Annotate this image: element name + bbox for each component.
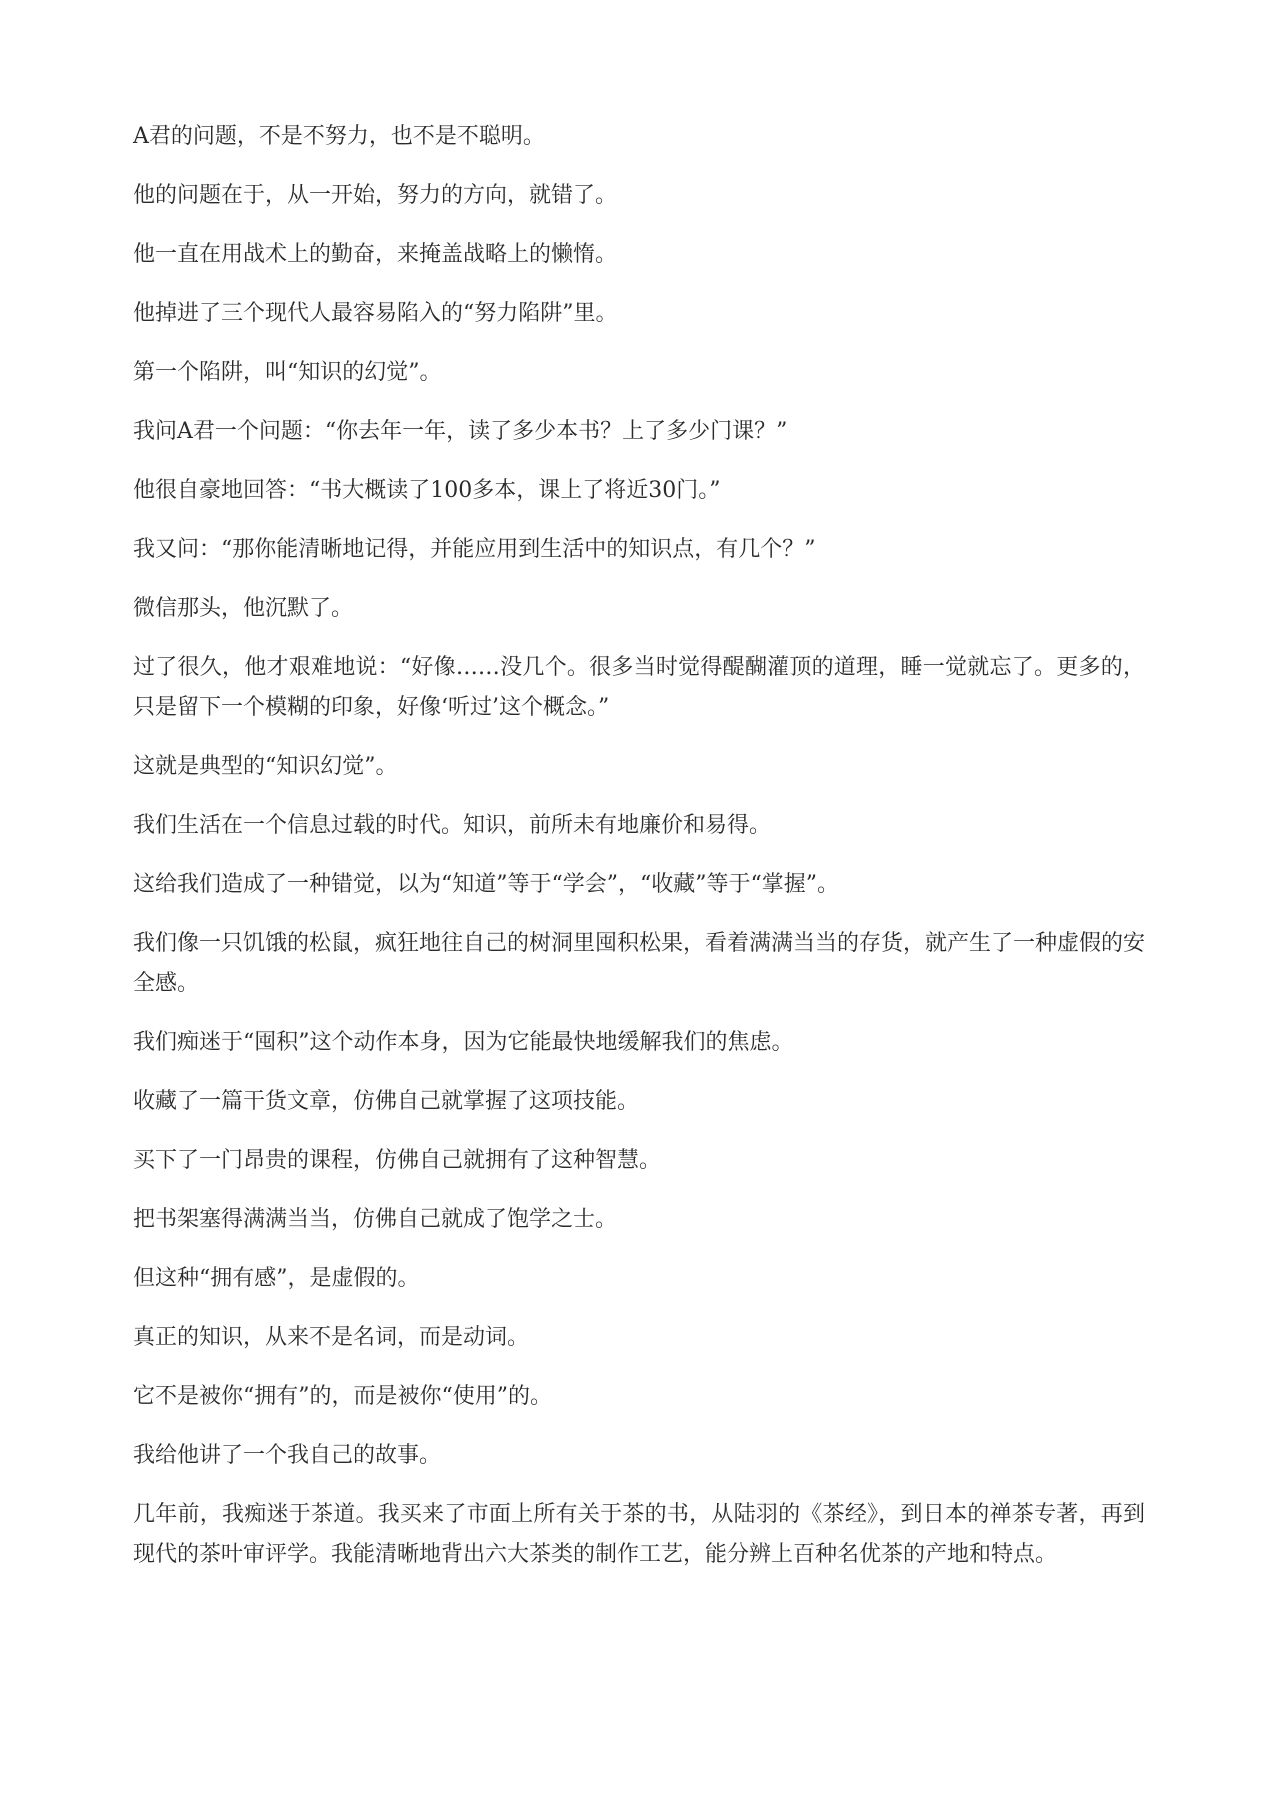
paragraph: 把书架塞得满满当当，仿佛自己就成了饱学之士。: [133, 1207, 618, 1232]
paragraph: 他一直在用战术上的勤奋，来掩盖战略上的懒惰。: [133, 242, 618, 267]
paragraph: 真正的知识，从来不是名词，而是动词。: [133, 1325, 530, 1350]
paragraph: A君的问题，不是不努力，也不是不聪明。: [133, 124, 545, 149]
article-body: [133, 117, 1145, 1594]
paragraph: 第一个陷阱，叫“知识的幻觉”。: [133, 360, 442, 385]
paragraph: 这给我们造成了一种错觉，以为“知道”等于“学会”，“收藏”等于“掌握”。: [133, 872, 839, 897]
paragraph: 微信那头，他沉默了。: [133, 596, 354, 621]
paragraph: 收藏了一篇干货文章，仿佛自己就掌握了这项技能。: [133, 1089, 640, 1114]
paragraph: 但这种“拥有感”，是虚假的。: [133, 1266, 420, 1291]
paragraph: 我给他讲了一个我自己的故事。: [133, 1443, 442, 1468]
paragraph: 他掉进了三个现代人最容易陷入的“努力陷阱”里。: [133, 301, 618, 326]
paragraph: 我们像一只饥饿的松鼠，疯狂地往自己的树洞里囤积松果，看着满满当当的存货，就产生了一种虚假的安全感。: [133, 931, 1146, 996]
paragraph: 我们生活在一个信息过载的时代。知识，前所未有地廉价和易得。: [133, 813, 772, 838]
paragraph: 几年前，我痴迷于茶道。我买来了市面上所有关于茶的书，从陆羽的《茶经》，到日本的禅茶专著，再到现代的茶叶审评学。我能清晰地背出六大茶类的制作工艺，能分辨上百种名优茶的产地和特点。: [133, 1502, 1145, 1567]
paragraph: 这就是典型的“知识幻觉”。: [133, 754, 398, 779]
paragraph: 他的问题在于，从一开始，努力的方向，就错了。: [133, 183, 618, 208]
paragraph: 我问A君一个问题：“你去年一年，读了多少本书？上了多少门课？”: [133, 419, 788, 444]
paragraph: 过了很久，他才艰难地说：“好像……没几个。很多当时觉得醍醐灌顶的道理，睡一觉就忘了。更多的，只是留下一个模糊的印象，好像‘听过’这个概念。”: [133, 655, 1145, 720]
paragraph: 它不是被你“拥有”的，而是被你“使用”的。: [133, 1384, 552, 1409]
paragraph: 他很自豪地回答：“书大概读了100多本，课上了将近30门。”: [133, 478, 721, 503]
paragraph: 我又问：“那你能清晰地记得，并能应用到生活中的知识点，有几个？”: [133, 537, 816, 562]
paragraph: 我们痴迷于“囤积”这个动作本身，因为它能最快地缓解我们的焦虑。: [133, 1030, 794, 1055]
paragraph: 买下了一门昂贵的课程，仿佛自己就拥有了这种智慧。: [133, 1148, 662, 1173]
